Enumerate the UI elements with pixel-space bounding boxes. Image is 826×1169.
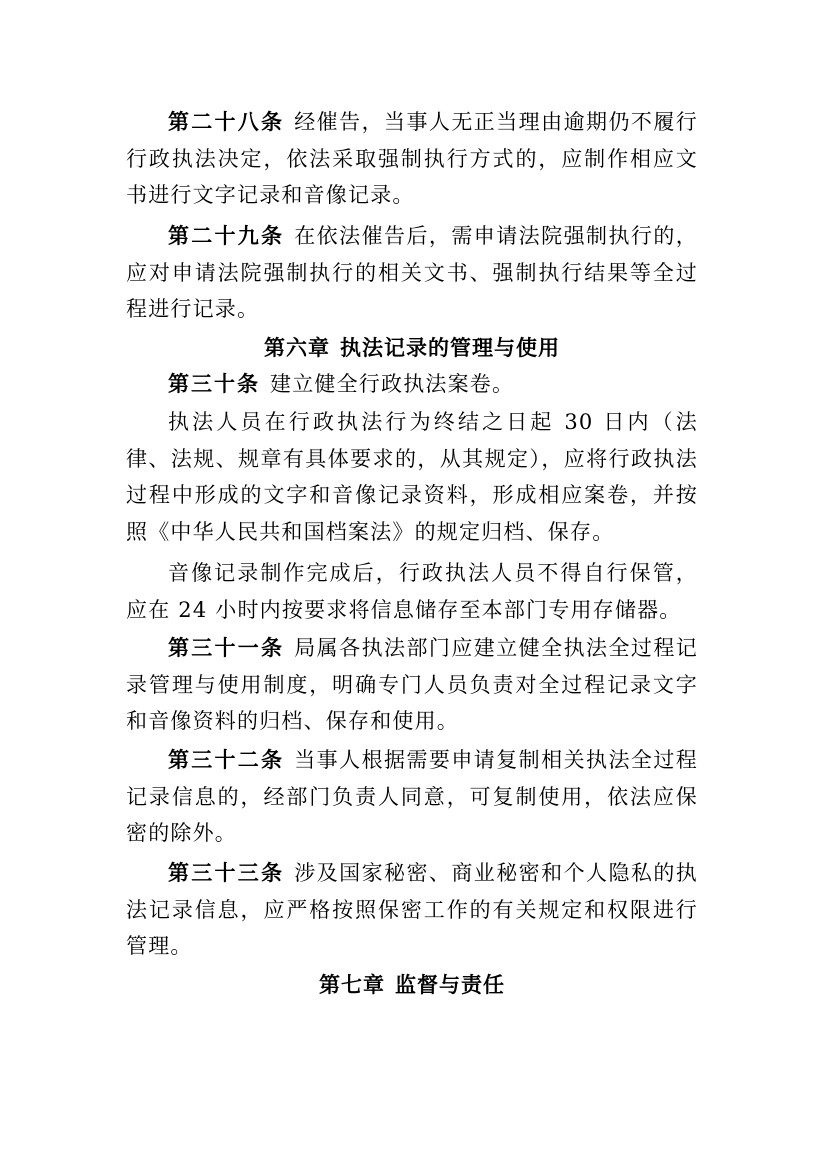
article-30-paragraph-3: 音像记录制作完成后，行政执法人员不得自行保管，应在 24 小时内按要求将信息储存至本部门专用存储器。 <box>126 561 698 622</box>
article-33-label: 第三十三条 <box>168 861 285 885</box>
article-32-label: 第三十二条 <box>168 748 285 772</box>
article-28 <box>126 104 698 214</box>
article-32-text: 当事人根据需要申请复制相关执法全过程记录信息的，经部门负责人同意，可复制使用，依法应保密的除外。 <box>126 748 698 845</box>
article-29 <box>126 218 698 328</box>
article-30-label: 第三十条 <box>168 372 260 396</box>
article-31-label: 第三十一条 <box>168 636 285 660</box>
chapter-6-heading <box>126 330 698 367</box>
article-28-text: 经催告，当事人无正当理由逾期仍不履行行政执法决定，依法采取强制执行方式的，应制作相应文书进行文字记录和音像记录。 <box>126 110 698 207</box>
chapter-7-heading <box>126 967 698 1004</box>
chapter-7-title: 监督与责任 <box>395 973 505 997</box>
chapter-6-number: 第六章 <box>264 336 330 360</box>
article-30-text: 建立健全行政执法案卷。 <box>270 372 515 396</box>
article-31 <box>126 630 698 740</box>
chapter-6-title: 执法记录的管理与使用 <box>340 336 560 360</box>
article-30 <box>126 366 698 403</box>
article-28-label: 第二十八条 <box>168 110 285 134</box>
article-31-text: 局属各执法部门应建立健全执法全过程记录管理与使用制度，明确专门人员负责对全过程记录文字和音像资料的归档、保存和使用。 <box>126 636 698 733</box>
article-29-label: 第二十九条 <box>168 224 285 248</box>
chapter-7-number: 第七章 <box>319 973 385 997</box>
article-30-paragraph-2: 执法人员在行政执法行为终结之日起 30 日内（法律、法规、规章有具体要求的，从其规定），应将行政执法过程中形成的文字和音像记录资料，形成相应案卷，并按照《中华人民共和国档案法》的规定归档、保存。 <box>126 410 698 544</box>
article-33-text: 涉及国家秘密、商业秘密和个人隐私的执法记录信息，应严格按照保密工作的有关规定和权限进行管理。 <box>126 861 698 958</box>
article-32 <box>126 742 698 852</box>
article-33 <box>126 855 698 965</box>
article-29-text: 在依法催告后，需申请法院强制执行的，应对申请法院强制执行的相关文书、强制执行结果等全过程进行记录。 <box>126 224 698 321</box>
